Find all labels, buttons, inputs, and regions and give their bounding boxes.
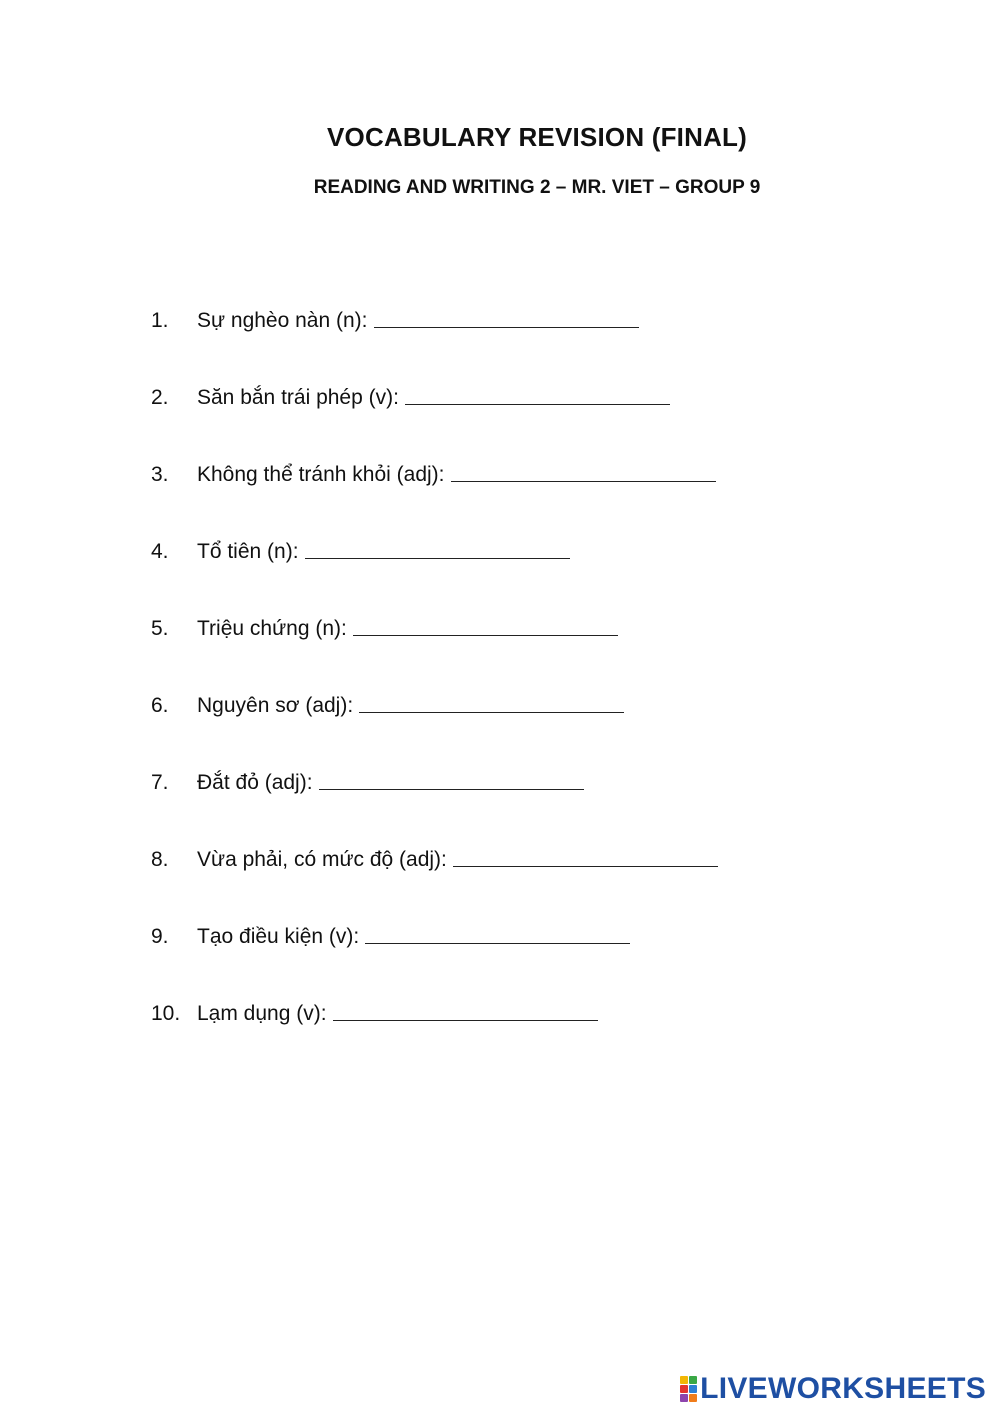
answer-blank[interactable] [319, 769, 584, 790]
logo-block [689, 1376, 697, 1384]
page-title: VOCABULARY REVISION (FINAL) [327, 122, 747, 152]
list-item [151, 1000, 718, 1077]
item-number: 8. [151, 848, 169, 871]
logo-block [689, 1394, 697, 1402]
item-number: 6. [151, 694, 169, 717]
item-term: Nguyên sơ (adj): [197, 694, 354, 717]
answer-blank[interactable] [453, 846, 718, 867]
item-term: Tổ tiên (n): [197, 540, 299, 563]
item-number: 1. [151, 309, 169, 332]
answer-blank[interactable] [359, 692, 624, 713]
liveworksheets-logo-icon [680, 1376, 697, 1402]
answer-blank[interactable] [305, 538, 570, 559]
item-number: 4. [151, 540, 169, 563]
list-item [151, 769, 718, 846]
list-item [151, 923, 718, 1000]
item-term: Sự nghèo nàn (n): [197, 309, 368, 332]
item-term: Lạm dụng (v): [197, 1002, 327, 1025]
item-number: 5. [151, 617, 169, 640]
list-item [151, 692, 718, 769]
item-number: 10. [151, 1002, 181, 1025]
answer-blank[interactable] [333, 1000, 598, 1021]
answer-blank[interactable] [374, 307, 639, 328]
item-term: Đắt đỏ (adj): [197, 771, 313, 794]
item-term: Vừa phải, có mức độ (adj): [197, 848, 447, 871]
brand-name: LIVEWORKSHEETS [700, 1372, 986, 1405]
answer-blank[interactable] [405, 384, 670, 405]
logo-block [680, 1376, 688, 1384]
list-item [151, 307, 718, 384]
item-term: Triệu chứng (n): [197, 617, 347, 640]
logo-block [680, 1394, 688, 1402]
item-number: 9. [151, 925, 169, 948]
list-item [151, 846, 718, 923]
page-subtitle: READING AND WRITING 2 – MR. VIET – GROUP 9 [313, 177, 761, 198]
item-term: Không thể tránh khỏi (adj): [197, 463, 445, 486]
list-item [151, 615, 718, 692]
item-number: 7. [151, 771, 169, 794]
logo-block [689, 1385, 697, 1393]
answer-blank[interactable] [353, 615, 618, 636]
vocabulary-list [151, 307, 718, 1077]
logo-block [680, 1385, 688, 1393]
item-number: 2. [151, 386, 169, 409]
item-term: Tạo điều kiện (v): [197, 925, 360, 948]
list-item [151, 538, 718, 615]
answer-blank[interactable] [451, 461, 716, 482]
list-item [151, 461, 718, 538]
list-item [151, 384, 718, 461]
item-term: Săn bắn trái phép (v): [197, 386, 399, 409]
answer-blank[interactable] [365, 923, 630, 944]
item-number: 3. [151, 463, 169, 486]
liveworksheets-brand [680, 1372, 986, 1406]
